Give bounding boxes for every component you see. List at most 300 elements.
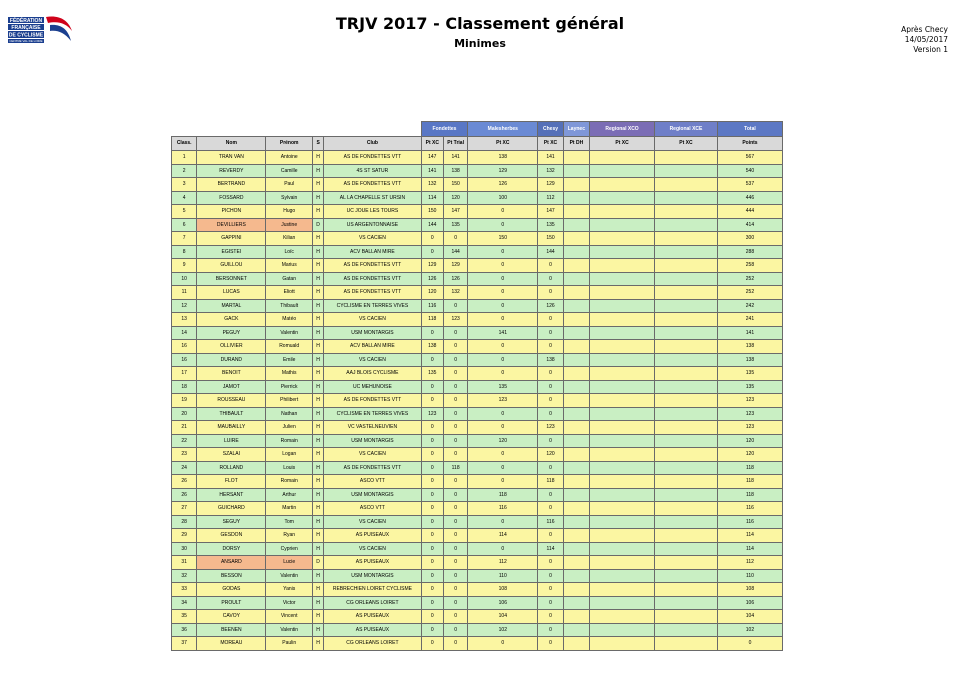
cell-fondettes-trial: 0 — [443, 583, 467, 597]
cell-points: 135 — [717, 367, 782, 381]
table-row — [172, 353, 783, 367]
event-fondettes: Fondettes — [421, 122, 468, 137]
cell-rank: 23 — [172, 448, 197, 462]
cell-laynec-dh — [563, 205, 589, 219]
cell-laynec-dh — [563, 286, 589, 300]
table-row — [172, 380, 783, 394]
cell-malesherbes-xc: 123 — [468, 394, 538, 408]
cell-rank: 36 — [172, 623, 197, 637]
cell-club: AS DE FONDETTES VTT — [324, 461, 421, 475]
cell-prenom: Eliott — [266, 286, 313, 300]
cell-rank: 13 — [172, 313, 197, 327]
cell-sexe: H — [313, 367, 324, 381]
cell-regional-xce — [655, 583, 718, 597]
cell-fondettes-xc: 0 — [421, 488, 443, 502]
cell-club: CYCLISME EN TERRES VIVES — [324, 299, 421, 313]
cell-laynec-dh — [563, 556, 589, 570]
cell-prenom: Cyprien — [266, 542, 313, 556]
cell-sexe: D — [313, 556, 324, 570]
cell-fondettes-trial: 135 — [443, 218, 467, 232]
cell-chesy-xc: 138 — [538, 353, 563, 367]
cell-rank: 8 — [172, 245, 197, 259]
cell-fondettes-trial: 0 — [443, 421, 467, 435]
cell-points: 540 — [717, 164, 782, 178]
cell-fondettes-xc: 0 — [421, 245, 443, 259]
col-nom: Nom — [197, 137, 266, 151]
cell-laynec-dh — [563, 434, 589, 448]
cell-club: AS DE FONDETTES VTT — [324, 151, 421, 165]
table-row — [172, 583, 783, 597]
cell-regional-xco — [590, 367, 655, 381]
cell-fondettes-xc: 114 — [421, 191, 443, 205]
table-row — [172, 299, 783, 313]
cell-chesy-xc: 0 — [538, 637, 563, 651]
cell-fondettes-trial: 144 — [443, 245, 467, 259]
cell-chesy-xc: 0 — [538, 556, 563, 570]
cell-nom: BEENEN — [197, 623, 266, 637]
cell-fondettes-xc: 0 — [421, 529, 443, 543]
cell-prenom: Emile — [266, 353, 313, 367]
cell-malesherbes-xc: 0 — [468, 272, 538, 286]
cell-sexe: H — [313, 259, 324, 273]
cell-fondettes-xc: 0 — [421, 596, 443, 610]
table-row — [172, 515, 783, 529]
cell-fondettes-xc: 135 — [421, 367, 443, 381]
cell-regional-xco — [590, 178, 655, 192]
cell-club: USM MONTARGIS — [324, 488, 421, 502]
cell-malesherbes-xc: 135 — [468, 380, 538, 394]
cell-rank: 10 — [172, 272, 197, 286]
cell-regional-xce — [655, 299, 718, 313]
cell-malesherbes-xc: 0 — [468, 421, 538, 435]
cell-sexe: H — [313, 245, 324, 259]
cell-rank: 4 — [172, 191, 197, 205]
cell-laynec-dh — [563, 529, 589, 543]
cell-points: 141 — [717, 326, 782, 340]
cell-fondettes-trial: 0 — [443, 448, 467, 462]
cell-points: 444 — [717, 205, 782, 219]
cell-regional-xco — [590, 515, 655, 529]
cell-regional-xco — [590, 191, 655, 205]
cell-regional-xce — [655, 448, 718, 462]
cell-chesy-xc: 118 — [538, 475, 563, 489]
cell-points: 138 — [717, 353, 782, 367]
logo-line-1: FÉDÉRATION — [9, 18, 43, 24]
cell-chesy-xc: 0 — [538, 407, 563, 421]
cell-club: 4S ST SATUR — [324, 164, 421, 178]
cell-regional-xco — [590, 569, 655, 583]
table-row — [172, 326, 783, 340]
cell-nom: GUICHARD — [197, 502, 266, 516]
cell-club: AS DE FONDETTES VTT — [324, 259, 421, 273]
table-row — [172, 367, 783, 381]
cell-sexe: H — [313, 178, 324, 192]
cell-regional-xce — [655, 205, 718, 219]
event-laynec: Laynec — [563, 122, 589, 137]
table-row — [172, 178, 783, 192]
cell-sexe: H — [313, 569, 324, 583]
cell-chesy-xc: 120 — [538, 448, 563, 462]
cell-points: 108 — [717, 583, 782, 597]
cell-nom: DURAND — [197, 353, 266, 367]
cell-prenom: Sylvain — [266, 191, 313, 205]
cell-regional-xco — [590, 326, 655, 340]
cell-sexe: H — [313, 340, 324, 354]
cell-regional-xce — [655, 637, 718, 651]
cell-regional-xco — [590, 542, 655, 556]
cell-chesy-xc: 123 — [538, 421, 563, 435]
cell-chesy-xc: 0 — [538, 596, 563, 610]
cell-sexe: H — [313, 164, 324, 178]
cell-regional-xco — [590, 164, 655, 178]
cell-fondettes-trial: 0 — [443, 515, 467, 529]
cell-regional-xco — [590, 299, 655, 313]
cell-sexe: H — [313, 407, 324, 421]
cell-chesy-xc: 0 — [538, 340, 563, 354]
cell-nom: BERSONNET — [197, 272, 266, 286]
cell-malesherbes-xc: 100 — [468, 191, 538, 205]
version-info — [901, 25, 948, 55]
cell-club: AS PUISEAUX — [324, 556, 421, 570]
cell-sexe: H — [313, 353, 324, 367]
cell-malesherbes-xc: 0 — [468, 340, 538, 354]
cell-nom: FLOT — [197, 475, 266, 489]
cell-nom: ROUSSEAU — [197, 394, 266, 408]
cell-chesy-xc: 0 — [538, 610, 563, 624]
cell-sexe: H — [313, 461, 324, 475]
cell-rank: 27 — [172, 502, 197, 516]
table-row — [172, 245, 783, 259]
cell-malesherbes-xc: 0 — [468, 461, 538, 475]
cell-chesy-xc: 0 — [538, 272, 563, 286]
cell-laynec-dh — [563, 191, 589, 205]
table-row — [172, 502, 783, 516]
table-row — [172, 205, 783, 219]
col-class: Class. — [172, 137, 197, 151]
table-row — [172, 434, 783, 448]
cell-nom: THIBAULT — [197, 407, 266, 421]
cell-fondettes-xc: 0 — [421, 569, 443, 583]
cell-prenom: Lucie — [266, 556, 313, 570]
cell-chesy-xc: 126 — [538, 299, 563, 313]
cell-fondettes-xc: 0 — [421, 326, 443, 340]
cell-points: 118 — [717, 461, 782, 475]
cell-points: 114 — [717, 542, 782, 556]
cell-fondettes-xc: 120 — [421, 286, 443, 300]
cell-nom: OLLIVIER — [197, 340, 266, 354]
cell-rank: 16 — [172, 340, 197, 354]
cell-fondettes-xc: 0 — [421, 394, 443, 408]
cell-fondettes-xc: 0 — [421, 461, 443, 475]
cell-sexe: H — [313, 542, 324, 556]
cell-sexe: H — [313, 637, 324, 651]
meta-version: Version 1 — [913, 45, 948, 54]
cell-prenom: Arthur — [266, 488, 313, 502]
cell-laynec-dh — [563, 272, 589, 286]
cell-fondettes-trial: 120 — [443, 191, 467, 205]
cell-fondettes-xc: 0 — [421, 353, 443, 367]
cell-laynec-dh — [563, 164, 589, 178]
cell-sexe: H — [313, 610, 324, 624]
cell-fondettes-trial: 138 — [443, 164, 467, 178]
cell-rank: 14 — [172, 326, 197, 340]
cell-malesherbes-xc: 0 — [468, 313, 538, 327]
cell-nom: ROLLAND — [197, 461, 266, 475]
table-row — [172, 448, 783, 462]
cell-fondettes-trial: 132 — [443, 286, 467, 300]
cell-regional-xco — [590, 218, 655, 232]
cell-regional-xce — [655, 569, 718, 583]
cell-regional-xco — [590, 205, 655, 219]
cell-chesy-xc: 147 — [538, 205, 563, 219]
cell-club: VS CACIEN — [324, 515, 421, 529]
cell-chesy-xc: 0 — [538, 434, 563, 448]
cell-regional-xce — [655, 151, 718, 165]
logo-line-3: DE CYCLISME — [8, 32, 44, 39]
cell-laynec-dh — [563, 488, 589, 502]
cell-points: 242 — [717, 299, 782, 313]
cell-regional-xce — [655, 623, 718, 637]
cell-regional-xco — [590, 380, 655, 394]
cell-chesy-xc: 0 — [538, 313, 563, 327]
cell-regional-xco — [590, 434, 655, 448]
cell-regional-xco — [590, 488, 655, 502]
table-row — [172, 407, 783, 421]
cell-points: 110 — [717, 569, 782, 583]
cell-regional-xco — [590, 610, 655, 624]
cell-sexe: H — [313, 475, 324, 489]
cell-prenom: Valentin — [266, 569, 313, 583]
cell-nom: BESSON — [197, 569, 266, 583]
cell-regional-xce — [655, 407, 718, 421]
cell-laynec-dh — [563, 340, 589, 354]
table-row — [172, 637, 783, 651]
cell-nom: GUILLOU — [197, 259, 266, 273]
cell-club: REBRECHIEN LOIRET CYCLISME — [324, 583, 421, 597]
table-row — [172, 340, 783, 354]
cell-laynec-dh — [563, 610, 589, 624]
cell-fondettes-xc: 132 — [421, 178, 443, 192]
cell-fondettes-trial: 147 — [443, 205, 467, 219]
cell-nom: TRAN VAN — [197, 151, 266, 165]
cell-sexe: H — [313, 583, 324, 597]
cell-fondettes-xc: 0 — [421, 610, 443, 624]
cell-prenom: Tom — [266, 515, 313, 529]
cell-regional-xco — [590, 421, 655, 435]
cell-laynec-dh — [563, 178, 589, 192]
table-row — [172, 272, 783, 286]
cell-sexe: H — [313, 502, 324, 516]
cell-regional-xce — [655, 434, 718, 448]
cell-malesherbes-xc: 106 — [468, 596, 538, 610]
cell-rank: 26 — [172, 488, 197, 502]
table-row — [172, 286, 783, 300]
cell-nom: BERTRAND — [197, 178, 266, 192]
cell-laynec-dh — [563, 299, 589, 313]
cell-prenom: Kilian — [266, 232, 313, 246]
cell-laynec-dh — [563, 326, 589, 340]
cell-regional-xce — [655, 502, 718, 516]
cell-laynec-dh — [563, 367, 589, 381]
cell-fondettes-trial: 0 — [443, 610, 467, 624]
cell-fondettes-trial: 0 — [443, 340, 467, 354]
cell-points: 116 — [717, 502, 782, 516]
cell-rank: 3 — [172, 178, 197, 192]
cell-chesy-xc: 141 — [538, 151, 563, 165]
cell-malesherbes-xc: 112 — [468, 556, 538, 570]
cell-rank: 7 — [172, 232, 197, 246]
cell-points: 252 — [717, 286, 782, 300]
cell-nom: ANSARD — [197, 556, 266, 570]
table-row — [172, 394, 783, 408]
cell-nom: SEGUY — [197, 515, 266, 529]
cell-points: 258 — [717, 259, 782, 273]
table-row — [172, 313, 783, 327]
cell-nom: REVERDY — [197, 164, 266, 178]
cell-rank: 11 — [172, 286, 197, 300]
cell-points: 112 — [717, 556, 782, 570]
cell-regional-xco — [590, 502, 655, 516]
cell-fondettes-trial: 0 — [443, 367, 467, 381]
cell-malesherbes-xc: 118 — [468, 488, 538, 502]
cell-regional-xco — [590, 407, 655, 421]
cell-fondettes-trial: 150 — [443, 178, 467, 192]
cell-prenom: Julien — [266, 421, 313, 435]
cell-malesherbes-xc: 0 — [468, 218, 538, 232]
cell-points: 414 — [717, 218, 782, 232]
cell-regional-xce — [655, 529, 718, 543]
cell-malesherbes-xc: 0 — [468, 637, 538, 651]
cell-club: AS DE FONDETTES VTT — [324, 272, 421, 286]
cell-malesherbes-xc: 0 — [468, 448, 538, 462]
event-malesherbes: Malesherbes — [468, 122, 538, 137]
col-club: Club — [324, 137, 421, 151]
cell-prenom: Camille — [266, 164, 313, 178]
cell-fondettes-trial: 0 — [443, 299, 467, 313]
cell-sexe: H — [313, 515, 324, 529]
cell-points: 241 — [717, 313, 782, 327]
cell-regional-xco — [590, 340, 655, 354]
cell-points: 114 — [717, 529, 782, 543]
cell-nom: GACK — [197, 313, 266, 327]
cell-fondettes-xc: 118 — [421, 313, 443, 327]
cell-rank: 19 — [172, 394, 197, 408]
cell-laynec-dh — [563, 259, 589, 273]
cell-regional-xce — [655, 515, 718, 529]
cell-club: AS DE FONDETTES VTT — [324, 286, 421, 300]
cell-laynec-dh — [563, 637, 589, 651]
cell-sexe: H — [313, 596, 324, 610]
cell-chesy-xc: 0 — [538, 529, 563, 543]
cell-malesherbes-xc: 0 — [468, 407, 538, 421]
cell-fondettes-xc: 141 — [421, 164, 443, 178]
cell-nom: HERSANT — [197, 488, 266, 502]
cell-club: CYCLISME EN TERRES VIVES — [324, 407, 421, 421]
cell-rank: 20 — [172, 407, 197, 421]
cell-fondettes-xc: 0 — [421, 515, 443, 529]
cell-sexe: H — [313, 272, 324, 286]
cell-prenom: Mathis — [266, 367, 313, 381]
cell-prenom: Gatan — [266, 272, 313, 286]
table-row — [172, 164, 783, 178]
cell-prenom: Paul — [266, 178, 313, 192]
cell-club: USM MONTARGIS — [324, 569, 421, 583]
cell-rank: 31 — [172, 556, 197, 570]
cell-regional-xco — [590, 151, 655, 165]
cell-nom: EGISTEI — [197, 245, 266, 259]
cell-rank: 12 — [172, 299, 197, 313]
col-fondettes-xc: Pt XC — [421, 137, 443, 151]
cell-regional-xce — [655, 475, 718, 489]
logo-line-2: FRANÇAISE — [11, 25, 41, 31]
cell-chesy-xc: 114 — [538, 542, 563, 556]
cell-club: CG ORLEANS LOIRET — [324, 637, 421, 651]
table-row — [172, 569, 783, 583]
cell-points: 106 — [717, 596, 782, 610]
table-row — [172, 542, 783, 556]
cell-nom: GODAS — [197, 583, 266, 597]
cell-fondettes-xc: 0 — [421, 434, 443, 448]
event-header-row — [172, 122, 783, 137]
cell-sexe: H — [313, 151, 324, 165]
cell-malesherbes-xc: 0 — [468, 286, 538, 300]
cell-rank: 30 — [172, 542, 197, 556]
cell-laynec-dh — [563, 542, 589, 556]
cell-sexe: H — [313, 434, 324, 448]
cell-nom: MAUBAILLY — [197, 421, 266, 435]
col-points: Points — [717, 137, 782, 151]
table-row — [172, 421, 783, 435]
cell-nom: MARTAL — [197, 299, 266, 313]
cell-club: CG ORLEANS LOIRET — [324, 596, 421, 610]
table-row — [172, 529, 783, 543]
cell-chesy-xc: 0 — [538, 569, 563, 583]
cell-regional-xce — [655, 610, 718, 624]
cell-sexe: H — [313, 232, 324, 246]
cell-chesy-xc: 0 — [538, 259, 563, 273]
cell-fondettes-xc: 144 — [421, 218, 443, 232]
cell-fondettes-xc: 0 — [421, 232, 443, 246]
col-prenom: Prénom — [266, 137, 313, 151]
cell-regional-xco — [590, 583, 655, 597]
cell-fondettes-trial: 0 — [443, 556, 467, 570]
cell-malesherbes-xc: 150 — [468, 232, 538, 246]
cell-chesy-xc: 0 — [538, 502, 563, 516]
cell-fondettes-xc: 147 — [421, 151, 443, 165]
cell-points: 0 — [717, 637, 782, 651]
event-regional-xce: Regional XCE — [655, 122, 718, 137]
table-row — [172, 191, 783, 205]
cell-regional-xce — [655, 191, 718, 205]
cell-malesherbes-xc: 110 — [468, 569, 538, 583]
cell-regional-xco — [590, 529, 655, 543]
cell-chesy-xc: 0 — [538, 380, 563, 394]
cell-nom: PROULT — [197, 596, 266, 610]
cell-points: 118 — [717, 475, 782, 489]
cell-fondettes-trial: 0 — [443, 569, 467, 583]
cell-laynec-dh — [563, 421, 589, 435]
table-row — [172, 596, 783, 610]
cell-fondettes-xc: 0 — [421, 556, 443, 570]
cell-chesy-xc: 0 — [538, 326, 563, 340]
cell-nom: LUIRE — [197, 434, 266, 448]
cell-fondettes-xc: 126 — [421, 272, 443, 286]
cell-club: AS DE FONDETTES VTT — [324, 394, 421, 408]
cell-chesy-xc: 0 — [538, 394, 563, 408]
cell-sexe: H — [313, 191, 324, 205]
cell-prenom: Thibault — [266, 299, 313, 313]
ranking-table — [171, 121, 783, 651]
